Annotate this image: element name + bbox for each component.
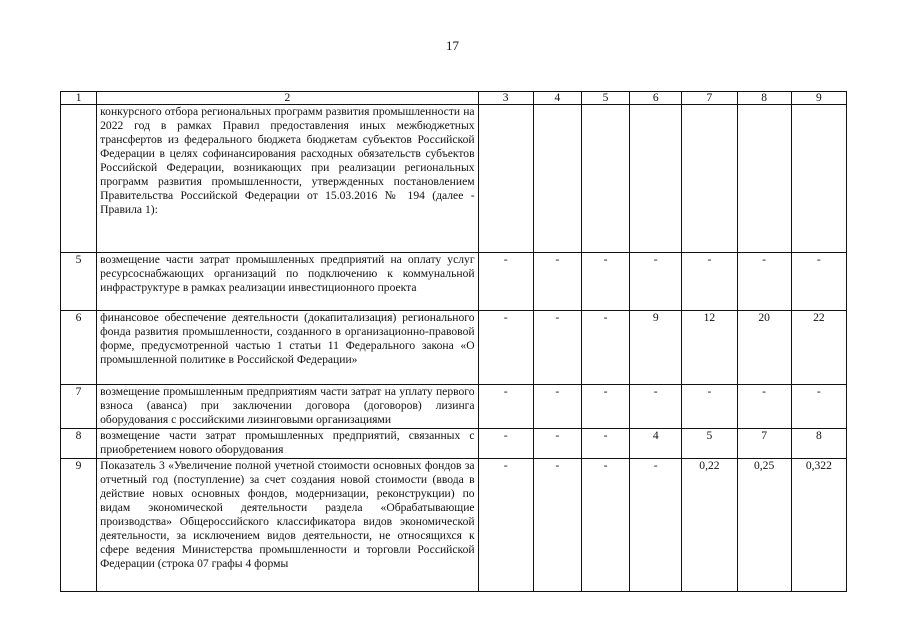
row-description: конкурсного отбора региональных программ развития промышленности на 2022 год в рамках Правил предоставления иных межбюджетных трансфертов из федерального бюджета бюджетам субъектов Российской Федерации в целях софинансирования расходных обязательств субъектов Российской Федерации, возникающих при реализации региональных программ развития промышленности, утвержденных постановлением Правительства Российской Федерации от 15.03.2016 № 194 (далее - Правила 1): bbox=[97, 105, 478, 253]
row-number: 5 bbox=[61, 253, 97, 311]
cell-col9: 0,322 bbox=[791, 459, 846, 592]
cell-col8: 7 bbox=[737, 429, 791, 459]
cell-col6: 9 bbox=[630, 311, 682, 385]
cell-col8: 0,25 bbox=[737, 459, 791, 592]
column-header: 3 bbox=[478, 92, 533, 105]
row-description: возмещение части затрат промышленных предприятий на оплату услуг ресурсоснабжающих организаций по подключению к коммунальной инфраструктуре в рамках реализации инвестиционного проекта bbox=[97, 253, 478, 311]
cell-col7: 12 bbox=[682, 311, 737, 385]
cell-col6 bbox=[630, 105, 682, 253]
row-number bbox=[61, 105, 97, 253]
table-row bbox=[61, 253, 847, 311]
cell-col6: - bbox=[630, 459, 682, 592]
cell-col8 bbox=[737, 105, 791, 253]
row-number: 7 bbox=[61, 385, 97, 429]
cell-col8: - bbox=[737, 253, 791, 311]
cell-col3 bbox=[478, 105, 533, 253]
cell-col4: - bbox=[533, 429, 581, 459]
column-header: 4 bbox=[533, 92, 581, 105]
cell-col5: - bbox=[581, 311, 629, 385]
row-description: возмещение части затрат промышленных предприятий, связанных с приобретением нового оборудования bbox=[97, 429, 478, 459]
cell-col4: - bbox=[533, 385, 581, 429]
column-header: 9 bbox=[791, 92, 846, 105]
page-number: 17 bbox=[446, 38, 459, 53]
table-row bbox=[61, 311, 847, 385]
row-description: возмещение промышленным предприятиям части затрат на уплату первого взноса (аванса) при заключении договора (договоров) лизинга оборудования с российскими лизинговыми организациями bbox=[97, 385, 478, 429]
cell-col3: - bbox=[478, 311, 533, 385]
cell-col9: - bbox=[791, 253, 846, 311]
cell-col3: - bbox=[478, 253, 533, 311]
row-number: 8 bbox=[61, 429, 97, 459]
table-row bbox=[61, 105, 847, 253]
cell-col7: - bbox=[682, 253, 737, 311]
column-header: 2 bbox=[97, 92, 478, 105]
column-header: 8 bbox=[737, 92, 791, 105]
cell-col8: - bbox=[737, 385, 791, 429]
cell-col5: - bbox=[581, 385, 629, 429]
cell-col7: 0,22 bbox=[682, 459, 737, 592]
cell-col9: 8 bbox=[791, 429, 846, 459]
cell-col4: - bbox=[533, 459, 581, 592]
column-header: 1 bbox=[61, 92, 97, 105]
cell-col6: - bbox=[630, 253, 682, 311]
cell-col5: - bbox=[581, 459, 629, 592]
cell-col3: - bbox=[478, 385, 533, 429]
cell-col9: - bbox=[791, 385, 846, 429]
cell-col5 bbox=[581, 105, 629, 253]
row-number: 9 bbox=[61, 459, 97, 592]
cell-col4: - bbox=[533, 253, 581, 311]
cell-col5: - bbox=[581, 253, 629, 311]
column-header: 6 bbox=[630, 92, 682, 105]
cell-col7: - bbox=[682, 385, 737, 429]
table-row bbox=[61, 459, 847, 592]
cell-col4: - bbox=[533, 311, 581, 385]
cell-col4 bbox=[533, 105, 581, 253]
row-description: Показатель 3 «Увеличение полной учетной стоимости основных фондов за отчетный год (поступление) за счет создания новой стоимости (ввода в действие новых основных фондов, модернизации, реконструкции) по видам экономической деятельности раздела «Обрабатывающие производства» Общероссийского классификатора видов экономической деятельности, за исключением видов деятельности, не относящихся к сфере ведения Министерства промышленности и торговли Российской Федерации (строка 07 графы 4 формы bbox=[97, 459, 478, 592]
table-row bbox=[61, 429, 847, 459]
data-table bbox=[60, 91, 847, 592]
cell-col8: 20 bbox=[737, 311, 791, 385]
cell-col9 bbox=[791, 105, 846, 253]
cell-col6: 4 bbox=[630, 429, 682, 459]
cell-col7: 5 bbox=[682, 429, 737, 459]
table-header-row bbox=[61, 92, 847, 105]
row-number: 6 bbox=[61, 311, 97, 385]
cell-col3: - bbox=[478, 429, 533, 459]
cell-col6: - bbox=[630, 385, 682, 429]
column-header: 5 bbox=[581, 92, 629, 105]
cell-col9: 22 bbox=[791, 311, 846, 385]
table-row bbox=[61, 385, 847, 429]
row-description: финансовое обеспечение деятельности (докапитализация) регионального фонда развития промышленности, созданного в организационно-правовой форме, предусмотренной частью 1 статьи 11 Федерального закона «О промышленной политике в Российской Федерации» bbox=[97, 311, 478, 385]
cell-col7 bbox=[682, 105, 737, 253]
cell-col5: - bbox=[581, 429, 629, 459]
cell-col3: - bbox=[478, 459, 533, 592]
column-header: 7 bbox=[682, 92, 737, 105]
